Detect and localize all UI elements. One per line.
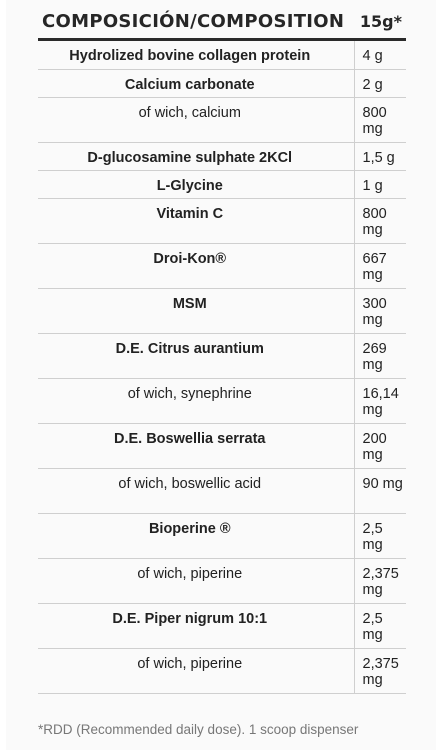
table-row: [38, 288, 406, 333]
table-row: [38, 170, 406, 198]
ingredient-amount: 667 mg: [354, 243, 406, 288]
ingredient-name: D-glucosamine sulphate 2KCl: [38, 142, 354, 170]
table-row: [38, 142, 406, 170]
ingredient-amount: 4 g: [354, 41, 406, 69]
ingredient-amount: 200 mg: [354, 423, 406, 468]
ingredient-amount: 2,5 mg: [354, 603, 406, 648]
ingredient-amount: 2 g: [354, 69, 406, 97]
footnote: *RDD (Recommended daily dose). 1 scoop dispenser: [38, 722, 359, 737]
composition-title: COMPOSICIÓN/COMPOSITION: [42, 10, 345, 32]
ingredient-amount: 1 g: [354, 170, 406, 198]
table-row: [38, 648, 406, 693]
ingredient-amount: 2,5 mg: [354, 513, 406, 558]
ingredient-name: D.E. Citrus aurantium: [38, 333, 354, 378]
table-row: [38, 41, 406, 69]
table-row: [38, 97, 406, 142]
ingredient-amount: 2,375 mg: [354, 558, 406, 603]
table-row: [38, 333, 406, 378]
table-row: [38, 378, 406, 423]
ingredient-amount: 16,14 mg: [354, 378, 406, 423]
ingredient-amount: 2,375 mg: [354, 648, 406, 693]
composition-table: [38, 41, 406, 694]
table-row: [38, 603, 406, 648]
ingredient-name: L-Glycine: [38, 170, 354, 198]
composition-header: [42, 6, 402, 36]
table-row: [38, 69, 406, 97]
ingredient-name: of wich, piperine: [38, 558, 354, 603]
table-row: [38, 558, 406, 603]
ingredient-amount: 90 mg: [354, 468, 406, 513]
ingredient-name: D.E. Piper nigrum 10:1: [38, 603, 354, 648]
table-row: [38, 513, 406, 558]
ingredient-name: Bioperine ®: [38, 513, 354, 558]
ingredient-amount: 800 mg: [354, 198, 406, 243]
ingredient-amount: 300 mg: [354, 288, 406, 333]
ingredient-name: of wich, synephrine: [38, 378, 354, 423]
ingredient-name: Vitamin C: [38, 198, 354, 243]
ingredient-name: Calcium carbonate: [38, 69, 354, 97]
ingredient-name: MSM: [38, 288, 354, 333]
table-row: [38, 423, 406, 468]
ingredient-name: Hydrolized bovine collagen protein: [38, 41, 354, 69]
table-row: [38, 198, 406, 243]
ingredient-name: of wich, calcium: [38, 97, 354, 142]
ingredient-name: Droi-Kon®: [38, 243, 354, 288]
ingredient-name: D.E. Boswellia serrata: [38, 423, 354, 468]
ingredient-name: of wich, piperine: [38, 648, 354, 693]
serving-size: 15g*: [359, 11, 402, 31]
ingredient-name: of wich, boswellic acid: [38, 468, 354, 513]
ingredient-amount: 269 mg: [354, 333, 406, 378]
table-row: [38, 243, 406, 288]
table-row: [38, 468, 406, 513]
ingredient-amount: 800 mg: [354, 97, 406, 142]
ingredient-amount: 1,5 g: [354, 142, 406, 170]
